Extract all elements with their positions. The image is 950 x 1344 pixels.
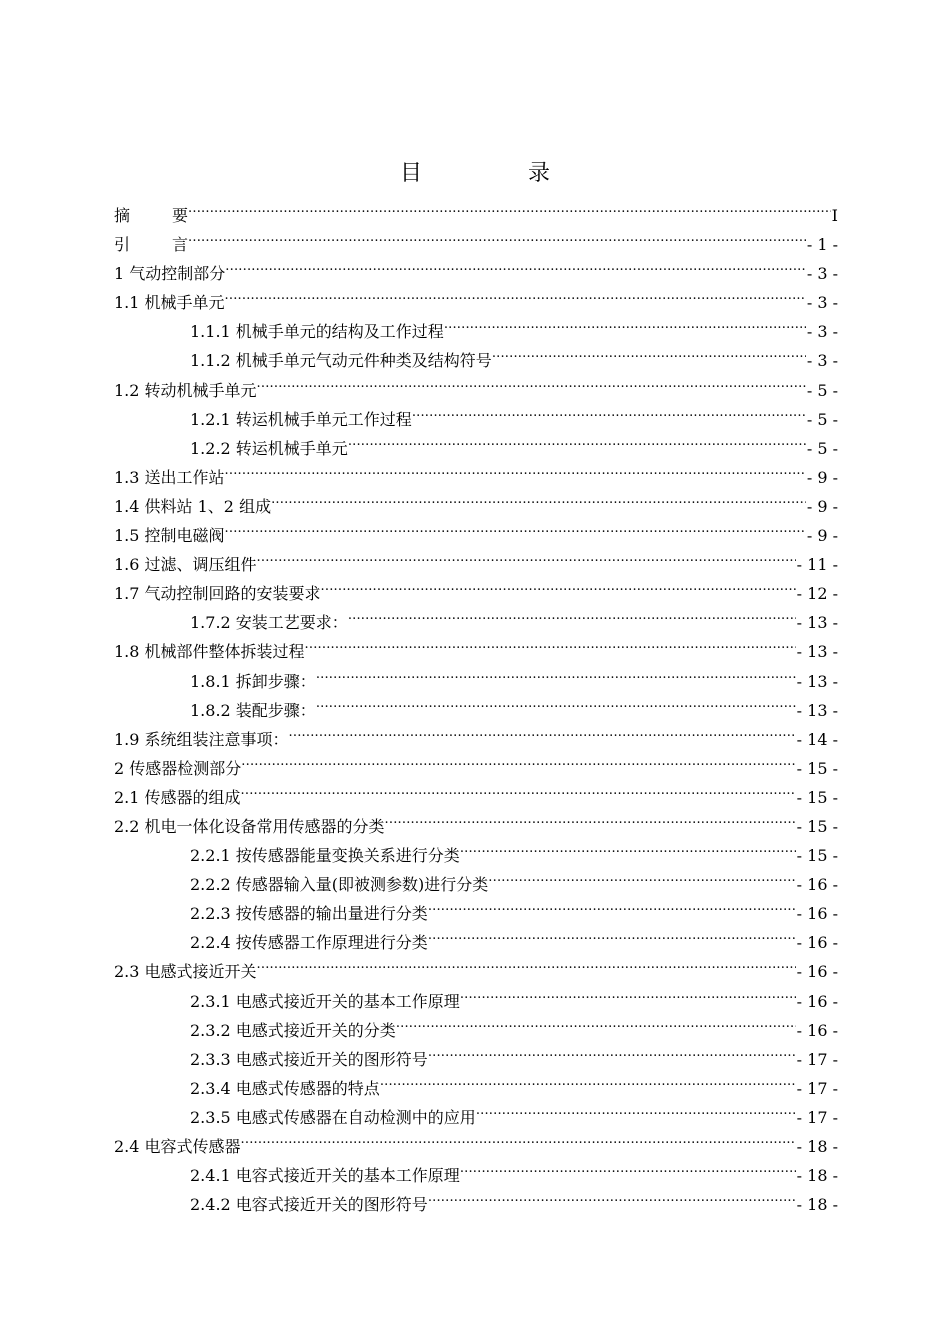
toc-entry-label: 2.2.2 传感器输入量(即被测参数)进行分类 [190,875,489,895]
toc-entry-page: - 15 - [796,787,838,807]
toc-entry-page: - 16 - [796,1020,838,1040]
toc-dot-leader [316,687,796,716]
toc-entry-label: 1.4 供料站 1、2 组成 [114,496,272,516]
toc-dot-leader [241,745,795,774]
toc-entry-label: 2.2.4 按传感器工作原理进行分类 [190,933,428,953]
toc-entry-page: - 13 - [796,700,838,720]
toc-entry-page: - 3 - [806,264,838,284]
toc-entry-page: - 15 - [796,816,838,836]
toc-entry[interactable] [114,221,838,255]
toc-dot-leader [241,1123,796,1152]
toc-entry-page: - 17 - [796,1078,838,1098]
toc-dot-leader [428,890,796,919]
toc-entry-page: - 18 - [796,1195,838,1215]
toc-entry-page: - 15 - [796,758,838,778]
toc-dot-leader [225,279,806,308]
toc-dot-leader [257,948,796,977]
toc-dot-leader [316,658,796,687]
toc-entry-page: - 15 - [796,846,838,866]
toc-entry-page: - 11 - [796,555,838,575]
toc-dot-leader [305,628,796,657]
toc-dot-leader [241,774,796,803]
toc-entry-label: 1.2.1 转运机械手单元工作过程 [190,409,412,429]
toc-entry-page: - 3 - [806,351,838,371]
toc-entry-page: - 16 - [796,933,838,953]
toc-entry-label: 2.2.3 按传感器的输出量进行分类 [190,904,428,924]
toc-dot-leader [428,1181,796,1210]
toc-dot-leader [460,1152,796,1181]
toc-entry-page: - 17 - [796,1107,838,1127]
toc-entry-page: - 16 - [796,991,838,1011]
toc-entry-label: 1.1 机械手单元 [114,293,225,313]
toc-entry-page: - 9 - [806,526,838,546]
toc-entry-label: 1.8 机械部件整体拆装过程 [114,642,305,662]
toc-entry-page: - 9 - [806,496,838,516]
toc-entry-label: 2.3.1 电感式接近开关的基本工作原理 [190,991,460,1011]
table-of-contents [114,192,838,1215]
toc-entry-label: 1.1.1 机械手单元的结构及工作过程 [190,322,444,342]
toc-entry-page: - 17 - [796,1049,838,1069]
toc-dot-leader [225,454,806,483]
toc-dot-leader [257,541,796,570]
toc-entry-page: - 3 - [806,322,838,342]
toc-dot-leader [428,1036,796,1065]
toc-entry-label: 2.2 机电一体化设备常用传感器的分类 [114,816,385,836]
toc-entry-label: 1.7 气动控制回路的安装要求 [114,584,321,604]
toc-entry-page: - 16 - [796,875,838,895]
toc-entry-label: 2 传感器检测部分 [114,758,242,778]
toc-dot-leader [348,425,806,454]
toc-entry-page: - 1 - [806,235,838,255]
toc-entry-label: 2.4.1 电容式接近开关的基本工作原理 [190,1166,460,1186]
toc-dot-leader [385,803,796,832]
toc-entry-page: - 5 - [806,409,838,429]
toc-entry-label: 2.2.1 按传感器能量变换关系进行分类 [190,846,460,866]
toc-entry-page: - 3 - [806,293,838,313]
toc-title: 目 录 [399,161,592,186]
toc-entry-page: - 16 - [796,962,838,982]
toc-entry-label: 引言 [114,235,189,255]
toc-entry-label: 2.3.4 电感式传感器的特点 [190,1078,380,1098]
toc-dot-leader [460,832,796,861]
toc-entry-label: 1.2.2 转运机械手单元 [190,438,348,458]
toc-dot-leader [488,861,795,890]
toc-entry-label: 2.4 电容式传感器 [114,1137,241,1156]
toc-entry-page: - 9 - [806,467,838,487]
toc-entry-label: 2.1 传感器的组成 [114,787,241,807]
toc-entry-label: 1.8.1 拆卸步骤： [190,671,316,691]
toc-dot-leader [257,367,806,396]
toc-entry-label: 1.7.2 安装工艺要求： [190,613,348,633]
toc-entry-label: 2.3.5 电感式传感器在自动检测中的应用 [190,1107,476,1127]
toc-dot-leader [412,396,806,425]
toc-dot-leader [460,978,796,1007]
toc-entry[interactable] [114,250,838,284]
toc-dot-leader [380,1065,796,1094]
toc-dot-leader [188,221,806,250]
toc-entry-label: 1.9 系统组装注意事项： [114,729,289,749]
toc-entry-page: - 18 - [796,1137,838,1156]
toc-entry-label: 1.3 送出工作站 [114,467,225,487]
toc-entry-label: 1.2 转动机械手单元 [114,380,257,400]
toc-entry-label: 2.4.2 电容式接近开关的图形符号 [190,1195,428,1215]
toc-dot-leader [225,250,806,279]
toc-entry-page: - 13 - [796,613,838,633]
toc-entry[interactable] [114,192,838,225]
toc-entry-label: 1.1.2 机械手单元气动元件种类及结构符号 [190,351,492,371]
toc-dot-leader [321,570,796,599]
toc-dot-leader [492,337,806,366]
toc-entry-label: 1.5 控制电磁阀 [114,526,225,546]
toc-entry-label: 1.6 过滤、调压组件 [114,555,257,575]
toc-dot-leader [188,192,831,221]
toc-dot-leader [428,919,796,948]
toc-entry-page: - 18 - [796,1166,838,1186]
toc-entry-page: - 16 - [796,904,838,924]
toc-entry-page: I [831,206,838,225]
toc-dot-leader [289,716,796,745]
toc-entry-page: - 14 - [796,729,838,749]
toc-entry-label: 摘要 [114,206,189,225]
toc-entry-label: 2.3 电感式接近开关 [114,962,257,982]
toc-entry-label: 2.3.2 电感式接近开关的分类 [190,1020,396,1040]
toc-entry-page: - 5 - [806,380,838,400]
toc-entry-page: - 12 - [796,584,838,604]
toc-entry-label: 1 气动控制部分 [114,264,226,284]
toc-entry-page: - 5 - [806,438,838,458]
toc-dot-leader [396,1007,796,1036]
toc-dot-leader [271,483,806,512]
toc-entry-page: - 13 - [796,642,838,662]
toc-dot-leader [348,599,796,628]
toc-dot-leader [225,512,806,541]
toc-entry-page: - 13 - [796,671,838,691]
toc-entry-label: 2.3.3 电感式接近开关的图形符号 [190,1049,428,1069]
toc-entry-label: 1.8.2 装配步骤： [190,700,316,720]
toc-dot-leader [444,308,806,337]
toc-dot-leader [476,1094,796,1123]
